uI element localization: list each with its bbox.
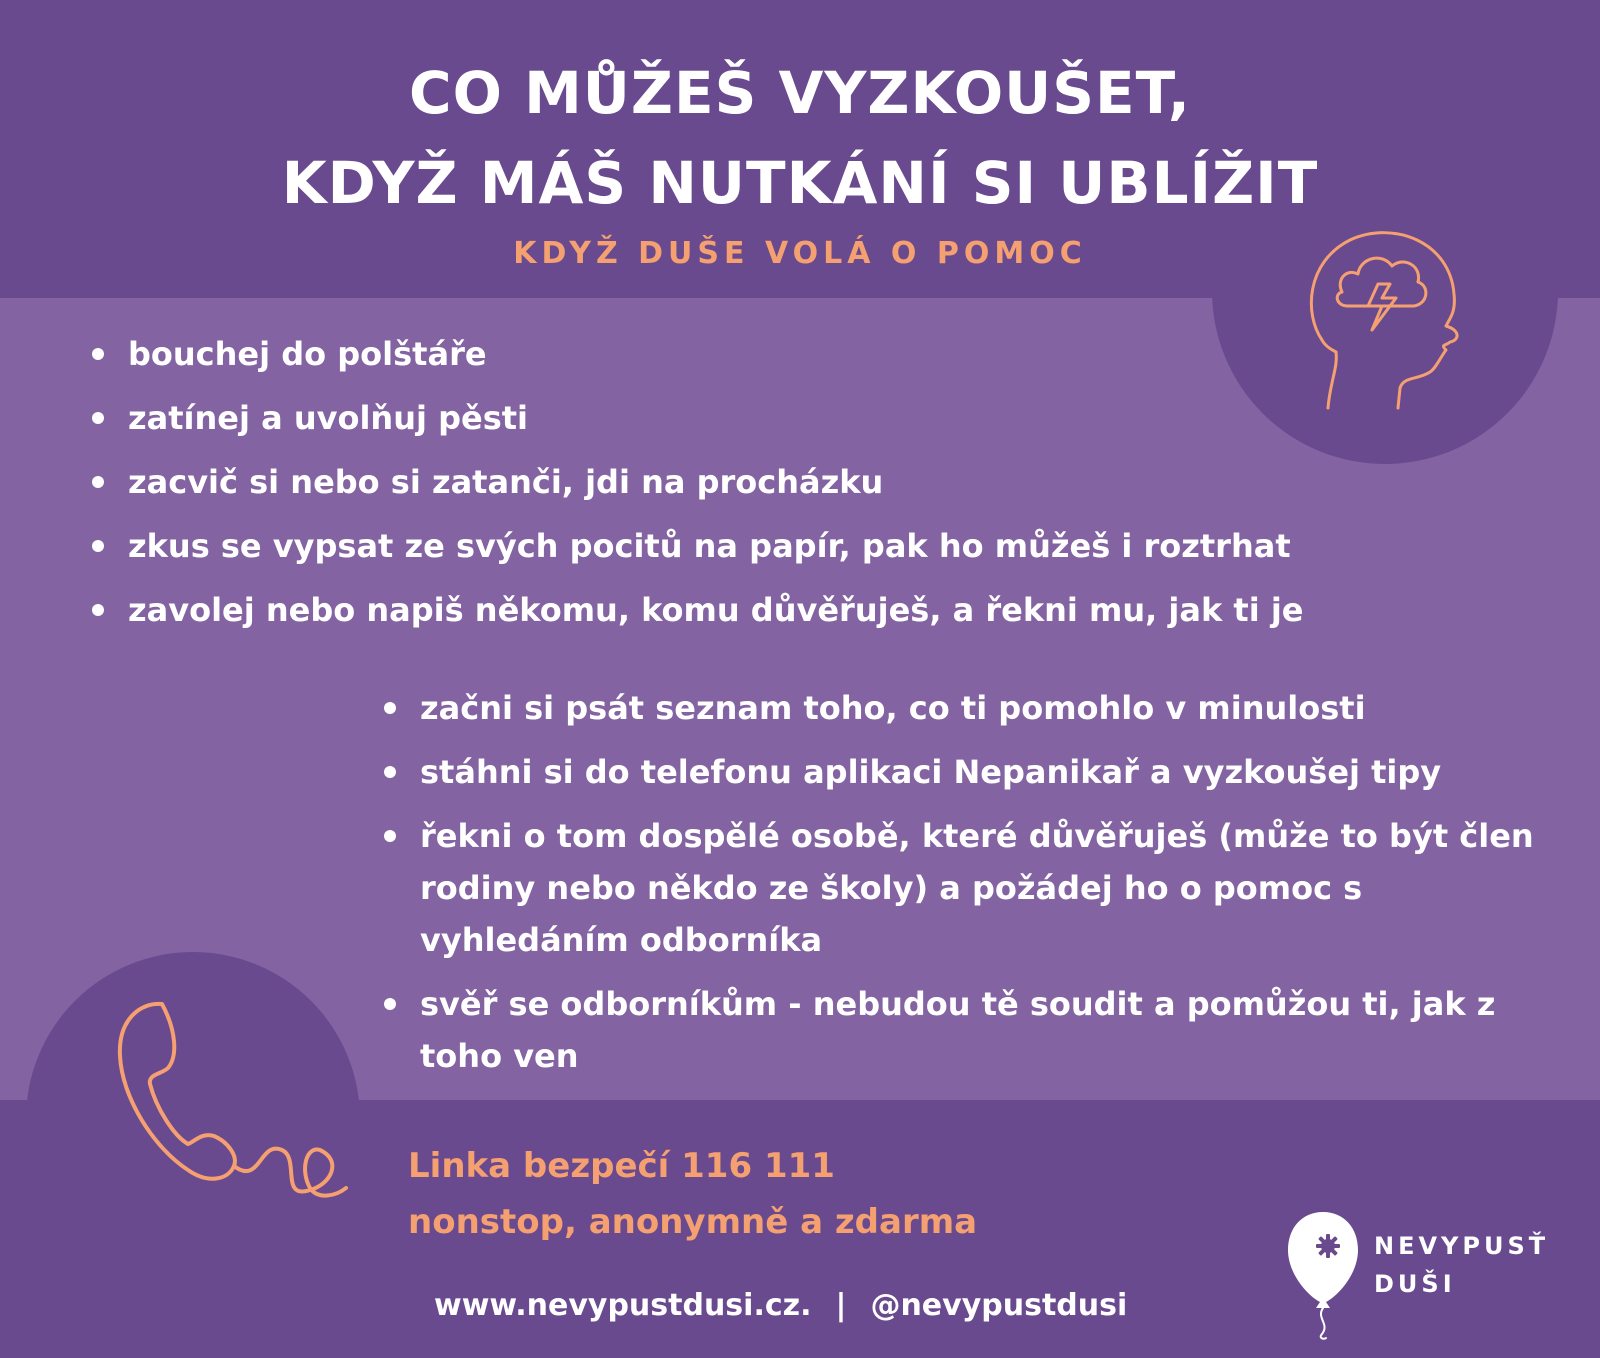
page-title-line2: KDYŽ MÁŠ NUTKÁNÍ SI UBLÍŽIT [281, 149, 1319, 217]
website-link[interactable]: www.nevypustdusi.cz. [434, 1288, 812, 1323]
list-item: svěř se odborníkům - nebudou tě soudit a pomůžou ti, jak z toho ven [380, 978, 1560, 1082]
footer-separator: | [835, 1288, 847, 1323]
tips-list-primary [88, 334, 1428, 654]
list-item: zatínej a uvolňuj pěsti [88, 398, 1428, 462]
list-item: začni si psát seznam toho, co ti pomohlo v minulosti [380, 682, 1560, 734]
social-handle-link[interactable]: @nevypustdusi [870, 1288, 1128, 1323]
logo-text-line1: NEVYPUSŤ [1374, 1232, 1550, 1260]
list-item: zkus se vypsat ze svých pocitů na papír, pak ho můžeš i roztrhat [88, 526, 1428, 590]
list-item: bouchej do polštáře [88, 334, 1428, 398]
list-item: stáhni si do telefonu aplikaci Nepanikař a vyzkoušej tipy [380, 746, 1560, 798]
list-item: zacvič si nebo si zatanči, jdi na procházku [88, 462, 1428, 526]
page-subtitle: KDYŽ DUŠE VOLÁ O POMOC [513, 236, 1087, 271]
footer-contacts [434, 1288, 1127, 1323]
hotline-number: Linka bezpečí 116 111 [408, 1146, 835, 1186]
phone-handset-icon [110, 1000, 350, 1210]
list-item: zavolej nebo napiš někomu, komu důvěřuješ, a řekni mu, jak ti je [88, 590, 1428, 654]
logo-text-line2: DUŠI [1374, 1270, 1456, 1298]
list-item: řekni o tom dospělé osobě, které důvěřuješ (může to být člen rodiny nebo někdo ze školy) a požádej ho o pomoc s vyhledáním odborníka [380, 810, 1560, 966]
hotline-description: nonstop, anonymně a zdarma [408, 1202, 978, 1242]
tips-list-secondary [380, 682, 1560, 1094]
page-title-line1: CO MŮŽEŠ VYZKOUŠET, [409, 59, 1191, 127]
balloon-logo-icon [1286, 1210, 1360, 1340]
